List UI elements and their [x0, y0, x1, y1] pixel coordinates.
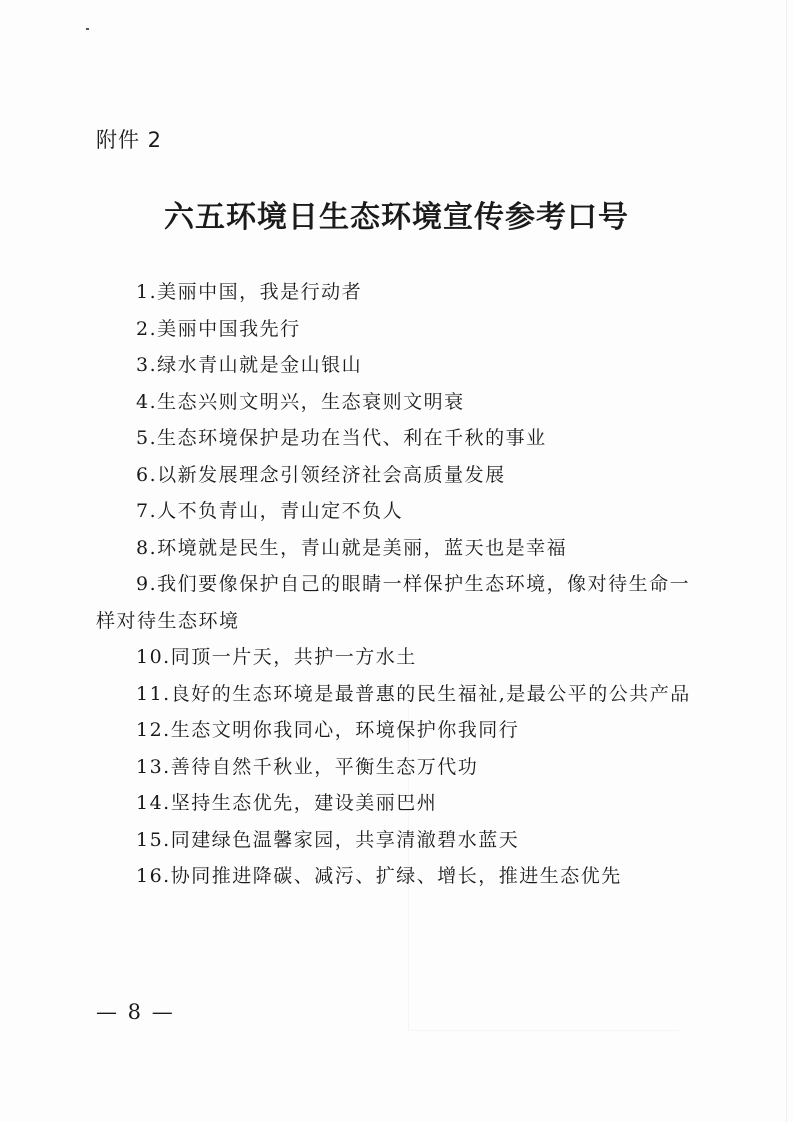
slogan-item: 1.美丽中国，我是行动者	[136, 281, 363, 303]
slogan-item: 5.生态环境保护是功在当代、利在千秋的事业	[136, 427, 547, 449]
slogan-list	[96, 274, 696, 895]
document-title: 六五环境日生态环境宣传参考口号	[164, 200, 629, 235]
slogan-item: 15.同建绿色温馨家园，共享清澈碧水蓝天	[136, 828, 520, 851]
slogan-item: 11.良好的生态环境是最普惠的民生福祉,是最公平的公共产品	[136, 682, 691, 705]
slogan-item: 8.环境就是民生，青山就是美丽，蓝天也是幸福	[136, 536, 568, 559]
slogan-item: 2.美丽中国我先行	[136, 317, 301, 340]
slogan-item: 9.我们要像保护自己的眼睛一样保护生态环境，像对待生命一样对待生态环境	[96, 573, 691, 632]
slogan-item: 14.坚持生态优先，建设美丽巴州	[136, 792, 438, 814]
page-number: — 8 —	[96, 1000, 175, 1024]
slogan-item: 4.生态兴则文明兴，生态衰则文明衰	[136, 390, 465, 413]
attachment-label: 附件 2	[96, 128, 163, 152]
slogan-item: 10.同顶一片天，共护一方水土	[136, 646, 417, 668]
slogan-item: 12.生态文明你我同心，环境保护你我同行	[136, 719, 520, 741]
slogan-item: 13.善待自然千秋业，平衡生态万代功	[136, 755, 479, 778]
slogan-item: 16.协同推进降碳、减污、扩绿、增长，推进生态优先	[136, 865, 622, 887]
page-edge	[786, 0, 787, 1122]
scan-mark	[86, 28, 89, 30]
slogan-item: 6.以新发展理念引领经济社会高质量发展	[136, 463, 506, 486]
slogan-item: 7.人不负青山，青山定不负人	[136, 500, 404, 522]
slogan-item: 3.绿水青山就是金山银山	[136, 354, 363, 376]
